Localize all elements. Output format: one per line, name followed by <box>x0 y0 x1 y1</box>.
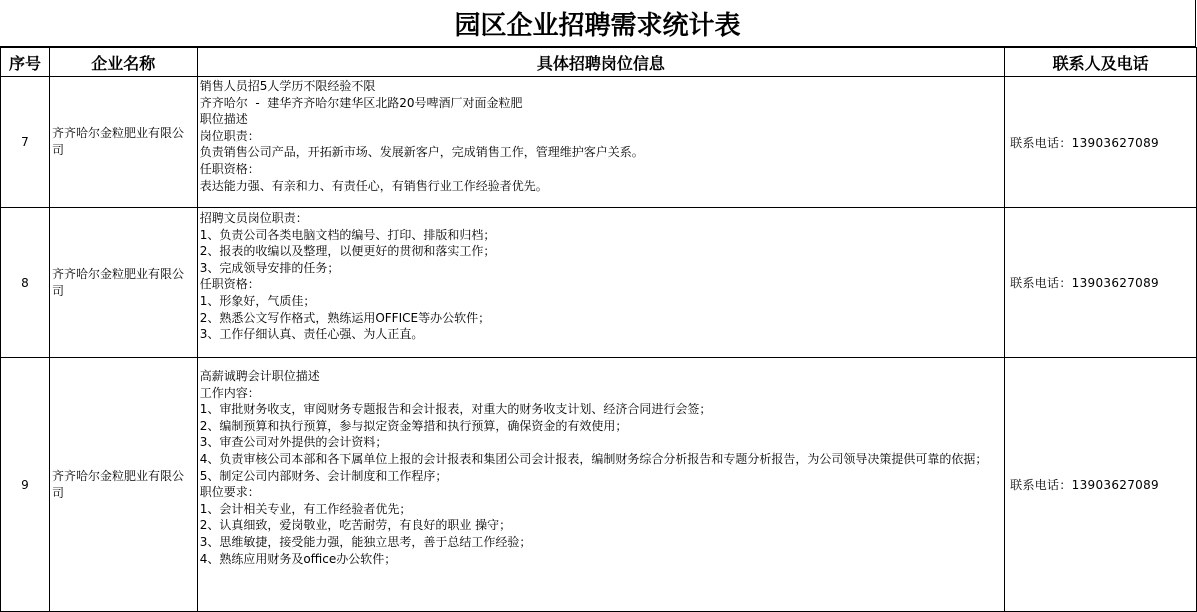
cell-seq[interactable]: 9 <box>1 358 50 612</box>
cell-company[interactable]: 齐齐哈尔金粒肥业有限公司 <box>49 358 197 612</box>
info-line: 岗位职责： <box>199 128 260 143</box>
info-line: 负责销售公司产品，开拓新市场、发展新客户，完成销售工作，管理维护客户关系。 <box>199 145 644 160</box>
info-line: 职位描述 <box>199 112 248 127</box>
info-line: 3、完成领导安排的任务； <box>199 260 340 275</box>
cell-contact[interactable] <box>1005 358 1197 612</box>
contact-phone: 联系电话：13903627089 <box>1010 135 1159 150</box>
info-line: 2、编制预算和执行预算，参与拟定资金筹措和执行预算，确保资金的有效使用； <box>199 418 628 433</box>
info-line: 1、形象好，气质佳； <box>199 293 316 308</box>
info-line: 1、审批财务收支，审阅财务专题报告和会计报表，对重大的财务收支计划、经济合同进行会签； <box>199 402 712 417</box>
info-line: 2、熟悉公文写作格式，熟练运用OFFICE等办公软件； <box>199 310 491 325</box>
recruitment-table <box>0 47 1197 612</box>
info-line: 3、思维敏捷，接受能力强，能独立思考，善于总结工作经验； <box>199 534 532 549</box>
table-row <box>1 208 1197 358</box>
header-contact[interactable]: 联系人及电话 <box>1005 48 1197 77</box>
info-line: 表达能力强、有亲和力、有责任心，有销售行业工作经验者优先。 <box>199 178 548 193</box>
cell-contact[interactable] <box>1005 208 1197 358</box>
info-line: 销售人员招5人学历不限经验不限 <box>199 79 376 93</box>
info-line: 1、会计相关专业，有工作经验者优先； <box>199 501 412 516</box>
info-line: 5、制定公司内部财务、会计制度和工作程序； <box>199 468 448 483</box>
info-line: 4、负责审核公司本部和各下属单位上报的会计报表和集团公司会计报表，编制财务综合分析报告和专题分析报告，为公司领导决策提供可靠的依据； <box>199 451 988 466</box>
table-row <box>1 358 1197 612</box>
info-line: 招聘文员岗位职责： <box>199 211 308 225</box>
info-line: 3、审查公司对外提供的会计资料； <box>199 435 388 450</box>
info-line: 2、认真细致，爱岗敬业，吃苦耐劳，有良好的职业 操守； <box>199 518 512 533</box>
info-line: 任职资格： <box>199 277 260 292</box>
info-line: 1、负责公司各类电脑文档的编号、打印、排版和归档； <box>199 227 496 242</box>
sheet-title: 园区企业招聘需求统计表 <box>0 0 1196 47</box>
header-row <box>1 48 1197 77</box>
cell-company[interactable]: 齐齐哈尔金粒肥业有限公司 <box>49 208 197 358</box>
table-row <box>1 77 1197 208</box>
cell-info[interactable] <box>197 77 1004 208</box>
info-line: 职位要求： <box>199 485 260 500</box>
contact-phone: 联系电话：13903627089 <box>1010 276 1159 290</box>
header-company[interactable]: 企业名称 <box>49 48 197 77</box>
cell-seq[interactable]: 7 <box>1 77 50 208</box>
cell-contact[interactable] <box>1005 77 1197 208</box>
cell-info[interactable] <box>197 208 1004 358</box>
cell-info[interactable] <box>197 358 1004 612</box>
info-line: 2、报表的收编以及整理，以便更好的贯彻和落实工作； <box>199 244 496 259</box>
header-seq[interactable]: 序号 <box>1 48 50 77</box>
info-line: 任职资格： <box>199 161 260 176</box>
contact-phone: 联系电话：13903627089 <box>1010 478 1159 492</box>
cell-seq[interactable]: 8 <box>1 208 50 358</box>
cell-company[interactable]: 齐齐哈尔金粒肥业有限公司 <box>49 77 197 208</box>
info-line: 4、熟练应用财务及office办公软件； <box>199 551 397 566</box>
info-line: 工作内容： <box>199 385 260 400</box>
info-line: 高薪诚聘会计职位描述 <box>199 369 320 383</box>
info-line: 齐齐哈尔 - 建华齐齐哈尔建华区北路20号啤酒厂对面金粒肥 <box>199 95 523 110</box>
info-line: 3、工作仔细认真、责任心强、为人正直。 <box>199 327 424 342</box>
header-info[interactable]: 具体招聘岗位信息 <box>197 48 1004 77</box>
